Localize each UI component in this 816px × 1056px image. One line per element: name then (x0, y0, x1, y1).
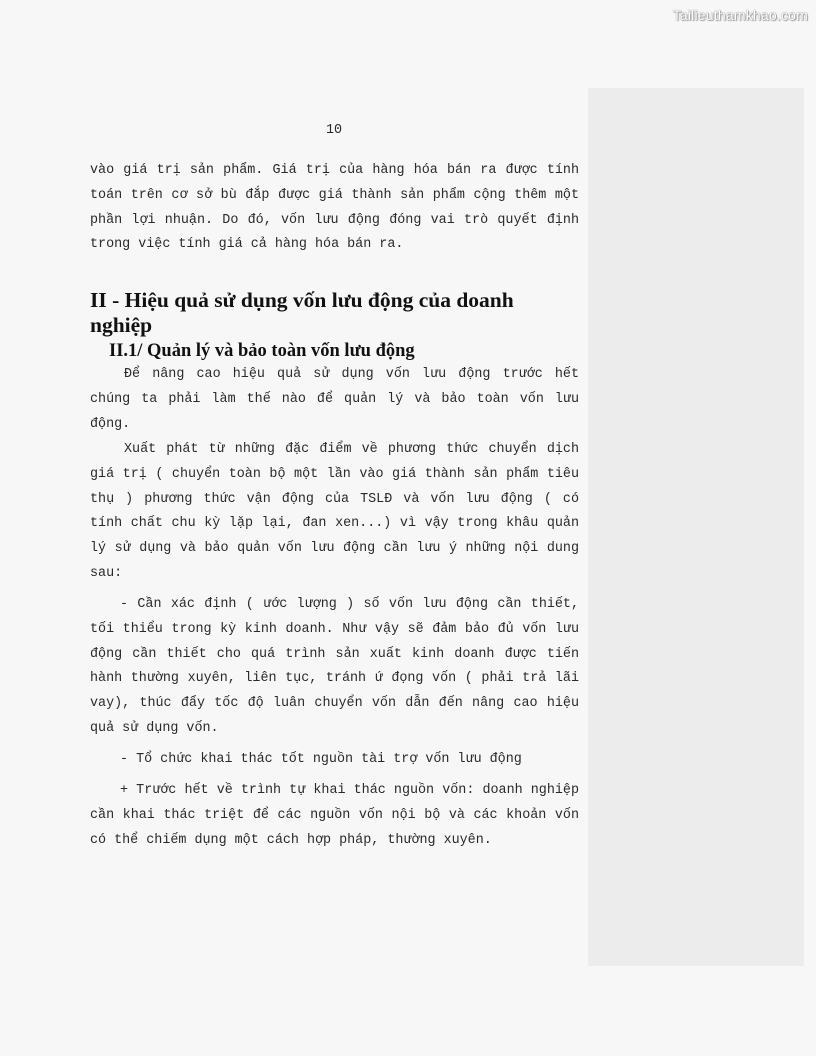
intro-paragraph: vào giá trị sản phẩm. Giá trị của hàng hóa bán ra được tính toán trên cơ sở bù đắp được giá thành sản phẩm cộng thêm một phần lợi nhuận. Do đó, vốn lưu động đóng vai trò quyết định trong việc tính giá cả hàng hóa bán ra. (90, 163, 579, 253)
body-paragraph: Xuất phát từ những đặc điểm về phương thức chuyển dịch giá trị ( chuyển toàn bộ một lần vào giá thành sản phẩm tiêu thụ ) phương thức vận động của TSLĐ và vốn lưu động ( có tính chất chu kỳ lặp lại, đan xen...) vì vậy trong khâu quản lý sử dụng và bảo quản vốn lưu động cần lưu ý những nội dung sau: (90, 442, 579, 581)
list-item: + Trước hết về trình tự khai thác nguồn vốn: doanh nghiệp cần khai thác triệt để các nguồn vốn nội bộ và các khoản vốn có thể chiếm dụng một cách hợp pháp, thường xuyên. (90, 783, 579, 848)
body-paragraph: Để nâng cao hiệu quả sử dụng vốn lưu động trước hết chúng ta phải làm thế nào để quản lý và bảo toàn vốn lưu động. (90, 367, 579, 432)
side-panel (588, 88, 804, 966)
watermark: Tailieuthamkhao.com (672, 7, 808, 23)
subsection-heading: II.1/ Quản lý và bảo toàn vốn lưu động (109, 341, 415, 361)
page-number: 10 (326, 123, 343, 138)
list-item: - Tổ chức khai thác tốt nguồn tài trợ vốn lưu động (120, 752, 522, 767)
section-heading: II - Hiệu quả sử dụng vốn lưu động của doanh nghiệp (90, 288, 514, 337)
list-item: - Cần xác định ( ước lượng ) số vốn lưu động cần thiết, tối thiểu trong kỳ kinh doanh. Như vậy sẽ đảm bảo đủ vốn lưu động cần thiết cho quá trình sản xuất kinh doanh được tiến hành thường xuyên, liên tục, tránh ứ đọng vốn ( phải trả lãi vay), thúc đẩy tốc độ luân chuyển vốn dẫn đến nâng cao hiệu quả sử dụng vốn. (90, 597, 579, 736)
